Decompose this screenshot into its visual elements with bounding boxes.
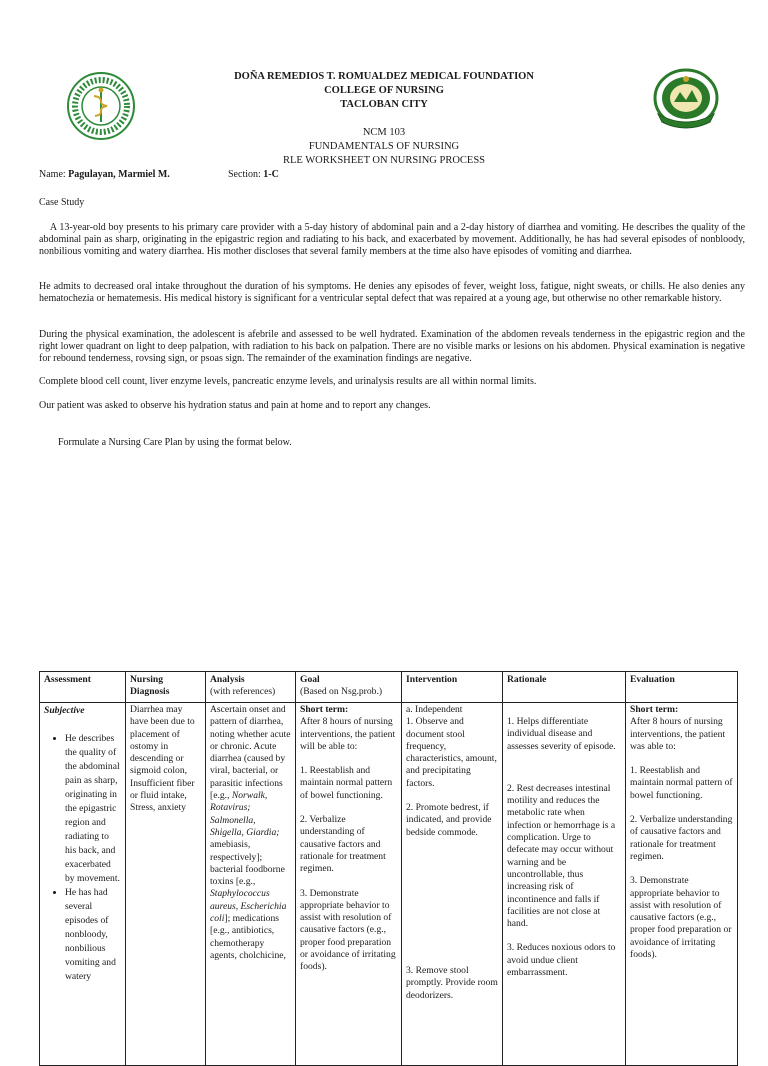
- course-code: NCM 103: [362, 127, 406, 138]
- care-plan-header-row: [40, 672, 738, 703]
- list-item: 3. Remove stool promptly. Provide room deodorizers.: [406, 964, 498, 1001]
- list-item: 1. Helps differentiate individual disease and assesses severity of episode.: [507, 716, 616, 752]
- student-section: Section: 1-C: [228, 169, 279, 180]
- care-plan-body-row: [40, 703, 738, 1066]
- care-plan-table: [39, 671, 738, 1066]
- case-study-heading: Case Study: [39, 197, 85, 208]
- worksheet-title: RLE WORKSHEET ON NURSING PROCESS: [282, 155, 486, 166]
- list-item: 2. Verbalize understanding of causative factors and rationale for treatment regimen.: [300, 814, 386, 875]
- col-analysis: Analysis (with references): [206, 672, 296, 703]
- list-item: 1. Observe and document stool frequency, characteristics, amount, and precipitating factors.: [406, 716, 497, 789]
- list-item: 3. Reduces noxious odors to avoid undue client embarrassment.: [507, 942, 616, 979]
- list-item: • He has had several episodes of nonbloody, nonbilious vomiting and watery: [65, 886, 121, 984]
- list-item: 2. Rest decreases intestinal motility and reduces the metabolic rate when infection or hemorrhage is a complication. Urge to defecate may occur without warning and be uncontrollable, thus increasing risk of incontinence and falls if facilities are not close at hand.: [507, 782, 616, 930]
- col-evaluation: Evaluation: [626, 672, 738, 703]
- col-rationale: Rationale: [503, 672, 626, 703]
- student-name: Name: Pagulayan, Marmiel M.: [39, 169, 170, 180]
- care-plan-instruction: Formulate a Nursing Care Plan by using the format below.: [58, 437, 292, 448]
- institution-name: DOÑA REMEDIOS T. ROMUALDEZ MEDICAL FOUNDATION: [234, 71, 534, 82]
- case-paragraph-3: During the physical examination, the adolescent is afebrile and assessed to be well hydrated. Examination of the abdomen reveals tenderness in the epigastric region and the right lower quadrant on light to deep palpation, with radiation to his back on palpation. There are no visible marks or lesions on his abdomen. Physical examination is negative for rebound tenderness, rovsing sign, or psoas sign. The remainder of the examination findings are negative.: [39, 329, 745, 364]
- case-paragraph-1: A 13-year-old boy presents to his primary care provider with a 5-day history of abdominal pain and a 2-day history of diarrhea and vomiting. He describes the quality of the abdominal pain as sharp, originating in the epigastric region and radiating to his back, and exacerbated by movement. Additionally, he has had several episodes of nonbloody, nonbilious vomiting and watery diarrhea. His mother discloses that several family members at the time also have episodes of vomiting and diarrhea.: [39, 222, 748, 257]
- evaluation-cell: Short term: After 8 hours of nursing interventions, the patient was able to: 1. Reestablish and maintain normal pattern of bowel functioning. 2. Verbalize understanding of causative factors and rationale for treatment regimen. 3. Demonstrate appropriate behavior to assist with resolution of causative factors (e.g., proper food preparation or avoidance of irritating foods).: [626, 703, 738, 1066]
- col-assessment: Assessment: [40, 672, 126, 703]
- list-item: 2. Verbalize understanding of causative factors and rationale for treatment regimen.: [630, 814, 733, 862]
- list-item: 2. Promote bedrest, if indicated, and provide bedside commode.: [406, 802, 492, 838]
- goal-cell: Short term: After 8 hours of nursing interventions, the patient will be able to: 1. Reestablish and maintain normal pattern of bowel functioning. 2. Verbalize understanding of causative factors and rationale for treatment regimen. 3. Demonstrate appropriate behavior to assist with resolution of causative factors (e.g., proper food preparation or avoidance of irritating foods).: [296, 703, 402, 1066]
- course-name: FUNDAMENTALS OF NURSING: [308, 141, 460, 152]
- rationale-cell: [503, 703, 626, 1066]
- case-paragraph-2: He admits to decreased oral intake throughout the duration of his symptoms. He denies any episodes of fever, weight loss, fatigue, night sweats, or chills. He also denies any hematochezia or hematemesis. His medical history is significant for a ventricular septal defect that was repaired at a young age, but otherwise no other remarkable history.: [39, 281, 745, 304]
- case-paragraph-4: Complete blood cell count, liver enzyme levels, pancreatic enzyme levels, and urinalysis results are all within normal limits.: [39, 376, 537, 387]
- analysis-cell: Ascertain onset and pattern of diarrhea, noting whether acute or chronic. Acute diarrhea (caused by viral, bacterial, or parasitic infections [e.g., Norwalk, Rotavirus; Salmonella, Shigella, Giardia; amebiasis, respectively]; bacterial foodborne toxins [e.g., Staphylococcus aureus, Escherichia coli]; medications [e.g., antibiotics, chemotherapy agents, cholchicine,: [206, 703, 296, 1066]
- col-goal: Goal (Based on Nsg.prob.): [296, 672, 402, 703]
- list-item: 1. Reestablish and maintain normal pattern of bowel functioning.: [630, 765, 733, 801]
- list-item: 3. Demonstrate appropriate behavior to assist with resolution of causative factors (e.g., proper food preparation or avoidance of irritating foods).: [630, 875, 732, 961]
- list-item: 3. Demonstrate appropriate behavior to assist with resolution of causative factors (e.g., proper food preparation or avoidance of irritating foods).: [300, 887, 396, 973]
- college-name: COLLEGE OF NURSING: [324, 85, 444, 96]
- col-diagnosis: Nursing Diagnosis: [126, 672, 206, 703]
- list-item: • He describes the quality of the abdominal pain as sharp, originating in the epigastric region and radiating to his back, and exacerbated by movement.: [65, 732, 121, 886]
- list-item: 1. Reestablish and maintain normal pattern of bowel functioning.: [300, 765, 393, 801]
- case-paragraph-5: Our patient was asked to observe his hydration status and pain at home and to report any changes.: [39, 400, 431, 411]
- assessment-cell: Subjective • He describes the quality of the abdominal pain as sharp, originating in the epigastric region and radiating to his back, and exacerbated by movement. • He has had several episodes of nonbloody, nonbilious vomiting and watery: [40, 703, 126, 1066]
- diagnosis-cell: Diarrhea may have been due to placement of ostomy in descending or sigmoid colon, Insufficient fiber or fluid intake, Stress, anxiety: [126, 703, 206, 1066]
- col-intervention: Intervention: [402, 672, 503, 703]
- intervention-cell: a. Independent 1. Observe and document stool frequency, characteristics, amount, and precipitating factors. 2. Promote bedrest, if indicated, and provide bedside commode. 3. Remove stool promptly. Provide room deodorizers.: [402, 703, 503, 1066]
- city-name: TACLOBAN CITY: [340, 99, 428, 110]
